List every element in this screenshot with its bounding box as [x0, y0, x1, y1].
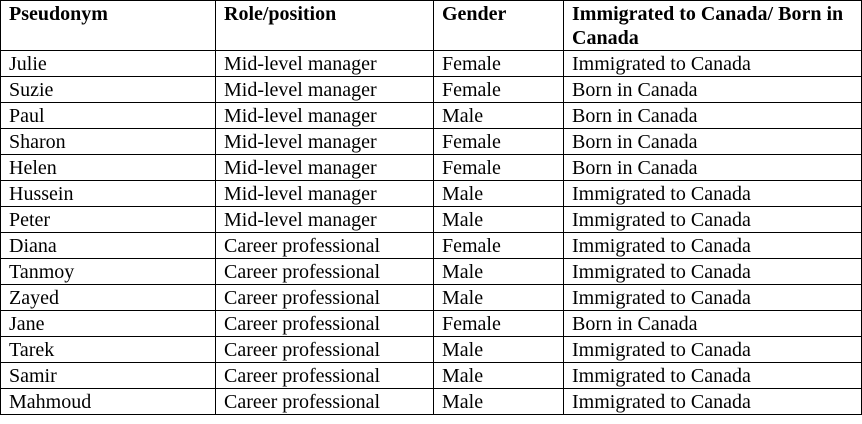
immigration-status-cell: Born in Canada	[564, 129, 862, 155]
immigration-status-cell: Immigrated to Canada	[564, 207, 862, 233]
table-row	[1, 51, 862, 77]
gender-cell: Male	[434, 389, 564, 415]
header-role-position: Role/position	[216, 1, 434, 51]
gender-cell: Female	[434, 129, 564, 155]
immigration-status-cell: Immigrated to Canada	[564, 389, 862, 415]
gender-cell: Male	[434, 285, 564, 311]
table-row	[1, 207, 862, 233]
gender-cell: Male	[434, 103, 564, 129]
role-cell: Mid-level manager	[216, 181, 434, 207]
role-cell: Career professional	[216, 389, 434, 415]
table-row	[1, 285, 862, 311]
pseudonym-cell: Hussein	[1, 181, 216, 207]
gender-cell: Male	[434, 181, 564, 207]
table-row	[1, 103, 862, 129]
role-cell: Mid-level manager	[216, 129, 434, 155]
table-row	[1, 389, 862, 415]
table-row	[1, 311, 862, 337]
pseudonym-cell: Suzie	[1, 77, 216, 103]
pseudonym-cell: Tarek	[1, 337, 216, 363]
role-cell: Mid-level manager	[216, 207, 434, 233]
role-cell: Career professional	[216, 285, 434, 311]
role-cell: Mid-level manager	[216, 155, 434, 181]
table-row	[1, 129, 862, 155]
table-row	[1, 337, 862, 363]
table-row	[1, 155, 862, 181]
pseudonym-cell: Sharon	[1, 129, 216, 155]
role-cell: Mid-level manager	[216, 51, 434, 77]
immigration-status-cell: Born in Canada	[564, 77, 862, 103]
gender-cell: Female	[434, 77, 564, 103]
gender-cell: Female	[434, 311, 564, 337]
pseudonym-cell: Diana	[1, 233, 216, 259]
role-cell: Career professional	[216, 311, 434, 337]
role-cell: Career professional	[216, 363, 434, 389]
immigration-status-cell: Immigrated to Canada	[564, 181, 862, 207]
immigration-status-cell: Immigrated to Canada	[564, 337, 862, 363]
header-row	[1, 1, 862, 51]
table-row	[1, 181, 862, 207]
immigration-status-cell: Born in Canada	[564, 311, 862, 337]
table-header	[1, 1, 862, 51]
table-row	[1, 233, 862, 259]
gender-cell: Female	[434, 51, 564, 77]
header-gender: Gender	[434, 1, 564, 51]
role-cell: Career professional	[216, 259, 434, 285]
pseudonym-cell: Tanmoy	[1, 259, 216, 285]
table-body	[1, 51, 862, 415]
immigration-status-cell: Immigrated to Canada	[564, 259, 862, 285]
pseudonym-cell: Julie	[1, 51, 216, 77]
pseudonym-cell: Peter	[1, 207, 216, 233]
pseudonym-cell: Mahmoud	[1, 389, 216, 415]
immigration-status-cell: Immigrated to Canada	[564, 233, 862, 259]
immigration-status-cell: Born in Canada	[564, 155, 862, 181]
immigration-status-cell: Born in Canada	[564, 103, 862, 129]
table-row	[1, 77, 862, 103]
header-immigration-status: Immigrated to Canada/ Born in Canada	[564, 1, 862, 51]
immigration-status-cell: Immigrated to Canada	[564, 51, 862, 77]
immigration-status-cell: Immigrated to Canada	[564, 363, 862, 389]
immigration-status-cell: Immigrated to Canada	[564, 285, 862, 311]
pseudonym-cell: Jane	[1, 311, 216, 337]
gender-cell: Male	[434, 363, 564, 389]
pseudonym-cell: Samir	[1, 363, 216, 389]
role-cell: Mid-level manager	[216, 77, 434, 103]
gender-cell: Female	[434, 233, 564, 259]
gender-cell: Female	[434, 155, 564, 181]
role-cell: Mid-level manager	[216, 103, 434, 129]
role-cell: Career professional	[216, 337, 434, 363]
gender-cell: Male	[434, 337, 564, 363]
gender-cell: Male	[434, 207, 564, 233]
header-pseudonym: Pseudonym	[1, 1, 216, 51]
pseudonym-cell: Zayed	[1, 285, 216, 311]
role-cell: Career professional	[216, 233, 434, 259]
pseudonym-cell: Helen	[1, 155, 216, 181]
table-row	[1, 259, 862, 285]
pseudonym-cell: Paul	[1, 103, 216, 129]
gender-cell: Male	[434, 259, 564, 285]
table-row	[1, 363, 862, 389]
